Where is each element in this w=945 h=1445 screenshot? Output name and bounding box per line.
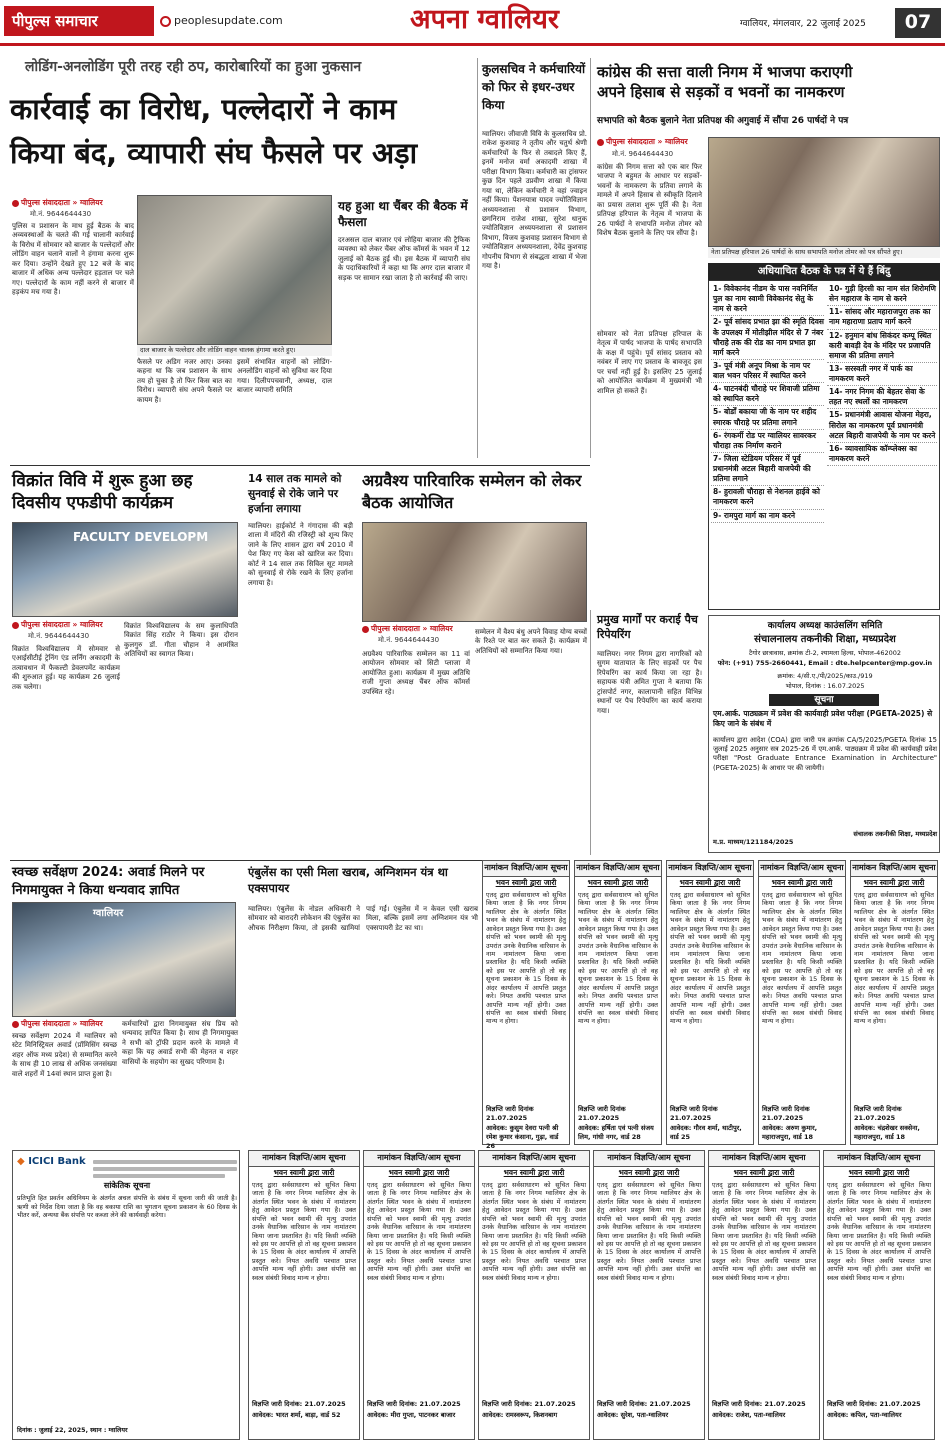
reporter-icon — [362, 626, 369, 633]
naming-headline-line2: अपने हिसाब से सड़कों व भवनों का नामकरण — [597, 83, 845, 102]
swachh-banner: ग्वालियर — [93, 908, 124, 919]
icici-body: प्रतिभूति हित प्रवर्तन अधिनियम के अंतर्गत अचल संपत्ति के संबंध में सूचना जारी की जाती है। ऋणी को निर्देश दिया जाता है कि वह बकाया राशि का भुगतान सूचना प्रकाशन के 60 दिवस के भीतर करें, अन्यथा बैंक संपत्ति पर कब्जा लेने की कार्यवाही करेगा। — [17, 1195, 237, 1219]
naming-points-right — [827, 283, 937, 466]
naming-headline-line1: कांग्रेस की सत्ता वाली निगम में भाजपा कराएगी — [597, 63, 853, 81]
lead-headline — [10, 88, 480, 184]
classified-applicant: आवेदक: गौरव शर्मा, थाटीपुर, वार्ड 25 — [670, 1124, 742, 1142]
classified-subtitle: भवन स्वामी द्वारा जारी — [587, 877, 649, 887]
lead-side-title: यह हुआ था चैंबर की बैठक में फैसला — [338, 199, 468, 230]
classified-notice — [478, 1150, 590, 1440]
classified-body: एतद् द्वारा सर्वसाधारण को सूचित किया जाता है कि नगर निगम ग्वालियर क्षेत्र के अंतर्गत स्थित भवन के संबंध में नामांतरण हेतु आवेदन प्रस्तुत किया गया है। उक्त संपत्ति को भवन स्वामी की मृत्यु उपरांत उनके वैधानिक वारिसान के नाम नामांतरण किया जाना प्रस्तावित है। यदि किसी व्यक्ति को इस पर आपत्ति हो तो वह सूचना प्रकाशन के 15 दिवस के अंदर कार्यालय में आपत्ति प्रस्तुत करे। नियत अवधि पश्चात प्राप्त आपत्ति मान्य नहीं होगी। उक्त संपत्ति का स्वत्व संबंधी विवाद मान्य न होगा। — [252, 1180, 356, 1282]
section-rule — [10, 465, 590, 466]
bank-icon: ◆ — [17, 1156, 25, 1167]
vikrant-mobile: मो.नं. 9644644430 — [28, 632, 90, 640]
classified-subtitle: भवन स्वामी द्वारा जारी — [503, 1167, 565, 1177]
naming-mobile: मो.नं. 9644644430 — [612, 150, 674, 158]
vikrant-body-2: विक्रांत विश्वविद्यालय के सम कुलाधिपति विक्रांत सिंह राठौर ने किया। इस दौरान कुलगुरु डॉ. गीता चौहान ने आमंत्रित अतिथियों का स्वागत किया। — [124, 622, 238, 659]
lead-body: पुलिस व प्रशासन के माथ हुई बैठक के बाद अव्यवस्थाओं के चलते की गई चालानी कार्रवाई के विरोध में सोमवार को बाजार के पल्लेदारों और लोडिंग वाहन चलाने वालों ने हंगामा करना शुरू कर दिया। उन्होंने देखते हुए 12 बजे के बाद बाजार में अधिक अन्य पल्लेदार हड़ताल पर चले गए। पल्लेदारों के काम नहीं करने से बाजार में हड़कंप मच गया है। — [12, 222, 134, 297]
classified-applicant: आवेदक: कुसुम देवरा पत्नी श्री रमेश कुमार कंसाना, गुढ़ा, वार्ड 26 — [486, 1124, 559, 1150]
court-body: ग्वालियर। हाईकोर्ट ने गंगादास की बड़ी शाला में मंदिरों की रजिस्ट्री को शून्य किए जाने के लिए शासन द्वारा वर्ष 2010 में पेश किए गए केस को खारिज कर दिया। कोर्ट ने 14 साल तक सिविल सूट मामले को सुनवाई से रोके रखने के लिए हर्जाना लगाया है। — [248, 522, 353, 587]
naming-point: 16- व्यावसायिक कॉम्प्लेक्स का नामकरण करने — [827, 443, 937, 466]
naming-point: 1- विवेकानंद नीडम के पास नवनिर्मित पुल का नाम स्वामी विवेकानंद सेतु के नाम से करने — [711, 283, 824, 316]
classified-body: एतद् द्वारा सर्वसाधारण को सूचित किया जाता है कि नगर निगम ग्वालियर क्षेत्र के अंतर्गत स्थित भवन के संबंध में नामांतरण हेतु आवेदन प्रस्तुत किया गया है। उक्त संपत्ति को भवन स्वामी की मृत्यु उपरांत उनके वैधानिक वारिसान के नाम नामांतरण किया जाना प्रस्तावित है। यदि किसी व्यक्ति को इस पर आपत्ति हो तो वह सूचना प्रकाशन के 15 दिवस के अंदर कार्यालय में आपत्ति प्रस्तुत करे। नियत अवधि पश्चात प्राप्त आपत्ति मान्य नहीं होगी। उक्त संपत्ति का स्वत्व संबंधी विवाद मान्य न होगा। — [712, 1180, 816, 1282]
reporter-icon — [12, 1021, 19, 1028]
classified-body: एतद् द्वारा सर्वसाधारण को सूचित किया जाता है कि नगर निगम ग्वालियर क्षेत्र के अंतर्गत स्थित भवन के संबंध में नामांतरण हेतु आवेदन प्रस्तुत किया गया है। उक्त संपत्ति को भवन स्वामी की मृत्यु उपरांत उनके वैधानिक वारिसान के नाम नामांतरण किया जाना प्रस्तावित है। यदि किसी व्यक्ति को इस पर आपत्ति हो तो वह सूचना प्रकाशन के 15 दिवस के अंदर कार्यालय में आपत्ति प्रस्तुत करे। नियत अवधि पश्चात प्राप्त आपत्ति मान्य नहीं होगी। उक्त संपत्ति का स्वत्व संबंधी विवाद मान्य न होगा। — [854, 890, 934, 1026]
icici-logo-text: ICICI Bank — [28, 1156, 86, 1167]
reporter-icon — [597, 139, 604, 146]
classified-applicant: आवेदक: चंद्रशेखर सक्सेना, महाराजपुरा, वार्ड 18 — [854, 1124, 920, 1142]
ambulance-body: ग्वालियर। एंबुलेंस के नोडल अधिकारी ने सोमवार को बारादरी लोकेशन की एंबुलेंस का औचक निरीक्षण किया, तो इसकी खामियां पाई गईं। एंबुलेंस में न केवल एसी खराब मिला, बल्कि इसमें लगा अग्निशमन यंत्र भी एक्सपायरी डेट का था। — [248, 905, 478, 932]
classified-notice — [574, 860, 662, 1145]
reporter-icon — [12, 200, 19, 207]
classified-date: विज्ञप्ति जारी दिनांक: 21.07.2025 — [367, 1399, 461, 1408]
council-footer-right: संचालक तकनीकी शिक्षा, मध्यप्रदेश — [853, 830, 937, 838]
council-footer-left: म.प्र. माध्यम/121184/2025 — [713, 838, 794, 846]
swachh-byline: पीपुल्स संवाददाता » ग्वालियर — [12, 1019, 152, 1029]
naming-headline — [597, 62, 937, 103]
agrawal-byline-name: पीपुल्स संवाददाता — [371, 624, 420, 633]
column-divider — [477, 58, 478, 458]
vikrant-byline: पीपुल्स संवाददाता » ग्वालियर — [12, 620, 132, 630]
naming-point: 15- प्रधानमंत्री आवास योजना मेहरा, सिरोल का नामकरण पूर्व प्रधानमंत्री अटल बिहारी वाजपेयी के नाम पर करने — [827, 409, 937, 442]
naming-byline-name: पीपुल्स संवाददाता — [606, 137, 655, 146]
roads-body: ग्वालियर। नगर निगम द्वारा नागरिकों को सुगम यातायात के लिए सड़कों पर पैच रिपेयरिंग का कार्य किया जा रहा है। सहायक यंत्री अमित गुप्ता ने बताया कि ट्रांसपोर्ट नगर, कालापानी सहित विभिन्न स्थानों पर पैच रिपेयरिंग का कार्य कराया गया। — [597, 650, 702, 715]
classified-date: विज्ञप्ति जारी दिनांक: 21.07.2025 — [712, 1399, 806, 1408]
classified-applicant: आवेदक: सुरेश, पता-ग्वालियर — [597, 1410, 669, 1419]
dateline: ग्वालियर, मंगलवार, 22 जुलाई 2025 — [740, 19, 866, 29]
section-rule — [10, 860, 490, 861]
lead-byline-city: ग्वालियर — [80, 198, 103, 207]
naming-point: 12- हनुमान बांध सिकंदर कम्पू स्थित कारी बावड़ी देव के मंदिर पर प्रजापति समाज की प्रतिमा लगाने — [827, 330, 937, 363]
classified-subtitle: भवन स्वामी द्वारा जारी — [679, 877, 741, 887]
naming-point: 5- बोर्डों बकाया जी के नाम पर शहीद स्मारक चौराहे पर प्रतिमा लगाने — [711, 406, 824, 429]
lead-byline-name: पीपुल्स संवाददाता — [21, 198, 70, 207]
column-divider — [590, 610, 591, 855]
classified-title: नामांकन विज्ञप्ति/आम सूचना — [759, 861, 845, 877]
classified-title: नामांकन विज्ञप्ति/आम सूचना — [575, 861, 661, 877]
classified-notice — [758, 860, 846, 1145]
classified-notice — [363, 1150, 475, 1440]
naming-points-box — [708, 280, 940, 610]
naming-points-left — [711, 283, 824, 523]
naming-point: 3- पूर्व मंत्री अनूप मिश्रा के नाम पर बाल भवन परिसर में स्थापित करने — [711, 360, 824, 383]
council-date: भोपाल, दिनांक : 16.07.2025 — [785, 682, 865, 690]
classified-date: विज्ञप्ति जारी दिनांक: 21.07.2025 — [827, 1399, 921, 1408]
lead-mobile: मो.नं. 9644644430 — [30, 210, 92, 218]
classified-subtitle: भवन स्वामी द्वारा जारी — [495, 877, 557, 887]
council-dept: संचालनालय तकनीकी शिक्षा, मध्यप्रदेश — [754, 634, 896, 645]
classified-body: एतद् द्वारा सर्वसाधारण को सूचित किया जाता है कि नगर निगम ग्वालियर क्षेत्र के अंतर्गत स्थित भवन के संबंध में नामांतरण हेतु आवेदन प्रस्तुत किया गया है। उक्त संपत्ति को भवन स्वामी की मृत्यु उपरांत उनके वैधानिक वारिसान के नाम नामांतरण किया जाना प्रस्तावित है। यदि किसी व्यक्ति को इस पर आपत्ति हो तो वह सूचना प्रकाशन के 15 दिवस के अंदर कार्यालय में आपत्ति प्रस्तुत करे। नियत अवधि पश्चात प्राप्त आपत्ति मान्य नहीं होगी। उक्त संपत्ति का स्वत्व संबंधी विवाद मान्य न होगा। — [578, 890, 658, 1026]
classified-subtitle: भवन स्वामी द्वारा जारी — [863, 877, 925, 887]
swachh-byline-city: ग्वालियर — [80, 1019, 103, 1028]
agrawal-headline: अग्रवैश्य पारिवारिक सम्मेलन को लेकर बैठक आयोजित — [362, 471, 582, 512]
classified-applicant: आवेदक: मीरा गुप्ता, पाटनकर बाजार — [367, 1410, 456, 1419]
naming-photo-caption: नेता प्रतिपक्ष हरिपाल 26 पार्षदों के साथ सभापति मनोज तोमर को पत्र सौंपते हुए। — [708, 247, 940, 258]
classified-applicant: आवेदक: अरुण कुमार, महाराजपुरा, वार्ड 18 — [762, 1124, 818, 1142]
classified-subtitle: भवन स्वामी द्वारा जारी — [771, 877, 833, 887]
lead-headline-line1: कार्रवाई का विरोध, पल्लेदारों ने काम — [10, 92, 397, 126]
classified-body: एतद् द्वारा सर्वसाधारण को सूचित किया जाता है कि नगर निगम ग्वालियर क्षेत्र के अंतर्गत स्थित भवन के संबंध में नामांतरण हेतु आवेदन प्रस्तुत किया गया है। उक्त संपत्ति को भवन स्वामी की मृत्यु उपरांत उनके वैधानिक वारिसान के नाम नामांतरण किया जाना प्रस्तावित है। यदि किसी व्यक्ति को इस पर आपत्ति हो तो वह सूचना प्रकाशन के 15 दिवस के अंदर कार्यालय में आपत्ति प्रस्तुत करे। नियत अवधि पश्चात प्राप्त आपत्ति मान्य नहीं होगी। उक्त संपत्ति का स्वत्व संबंधी विवाद मान्य न होगा। — [486, 890, 566, 1026]
classified-title: नामांकन विज्ञप्ति/आम सूचना — [479, 1151, 589, 1167]
council-contact: फोन: (+91) 755-2660441, Email : dte.helpcenter@mp.gov.in — [717, 659, 933, 667]
lead-kicker — [25, 58, 475, 88]
classified-body: एतद् द्वारा सर्वसाधारण को सूचित किया जाता है कि नगर निगम ग्वालियर क्षेत्र के अंतर्गत स्थित भवन के संबंध में नामांतरण हेतु आवेदन प्रस्तुत किया गया है। उक्त संपत्ति को भवन स्वामी की मृत्यु उपरांत उनके वैधानिक वारिसान के नाम नामांतरण किया जाना प्रस्तावित है। यदि किसी व्यक्ति को इस पर आपत्ति हो तो वह सूचना प्रकाशन के 15 दिवस के अंदर कार्यालय में आपत्ति प्रस्तुत करे। नियत अवधि पश्चात प्राप्त आपत्ति मान्य नहीं होगी। उक्त संपत्ति का स्वत्व संबंधी विवाद मान्य न होगा। — [482, 1180, 586, 1282]
agrawal-photo — [362, 522, 587, 622]
classified-body: एतद् द्वारा सर्वसाधारण को सूचित किया जाता है कि नगर निगम ग्वालियर क्षेत्र के अंतर्गत स्थित भवन के संबंध में नामांतरण हेतु आवेदन प्रस्तुत किया गया है। उक्त संपत्ति को भवन स्वामी की मृत्यु उपरांत उनके वैधानिक वारिसान के नाम नामांतरण किया जाना प्रस्तावित है। यदि किसी व्यक्ति को इस पर आपत्ति हो तो वह सूचना प्रकाशन के 15 दिवस के अंदर कार्यालय में आपत्ति प्रस्तुत करे। नियत अवधि पश्चात प्राप्त आपत्ति मान्य नहीं होगी। उक्त संपत्ति का स्वत्व संबंधी विवाद मान्य न होगा। — [670, 890, 750, 1026]
classified-body: एतद् द्वारा सर्वसाधारण को सूचित किया जाता है कि नगर निगम ग्वालियर क्षेत्र के अंतर्गत स्थित भवन के संबंध में नामांतरण हेतु आवेदन प्रस्तुत किया गया है। उक्त संपत्ति को भवन स्वामी की मृत्यु उपरांत उनके वैधानिक वारिसान के नाम नामांतरण किया जाना प्रस्तावित है। यदि किसी व्यक्ति को इस पर आपत्ति हो तो वह सूचना प्रकाशन के 15 दिवस के अंदर कार्यालय में आपत्ति प्रस्तुत करे। नियत अवधि पश्चात प्राप्त आपत्ति मान्य नहीं होगी। उक्त संपत्ति का स्वत्व संबंधी विवाद मान्य न होगा। — [597, 1180, 701, 1282]
naming-point: 10- गुड़ी हिरसी का नाम संत शिरोमणि सेन महाराज के नाम से करने — [827, 283, 937, 306]
swachh-byline-name: पीपुल्स संवाददाता — [21, 1019, 70, 1028]
classified-notice — [850, 860, 938, 1145]
classified-subtitle: भवन स्वामी द्वारा जारी — [848, 1167, 910, 1177]
classified-date: विज्ञप्ति जारी दिनांक: 21.07.2025 — [597, 1399, 691, 1408]
naming-point: 7- जिला स्टेडियम परिसर में पूर्व प्रधानमंत्री अटल बिहारी वाजपेयी की प्रतिमा लगाने — [711, 453, 824, 486]
classified-notice — [666, 860, 754, 1145]
court-headline: 14 साल तक मामले को सुनवाई से रोके जाने पर हर्जाना लगाया — [248, 473, 342, 516]
agrawal-body: अग्रवैश्य पारिवारिक सम्मेलन का 11 वां आयोजन सोमवार को सिटी प्लाजा में आयोजित हुआ। कार्यक्रम में मुख्य अतिथि राजी गुप्ता अध्यक्ष चैंबर ऑफ कॉमर्स उपस्थित रहे। — [362, 650, 470, 696]
naming-subhead: सभापति को बैठक बुलाने नेता प्रतिपक्ष की अगुवाई में सौंपा 26 पार्षदों ने पत्र — [597, 116, 849, 126]
website-link[interactable] — [160, 14, 283, 29]
naming-byline: पीपुल्स संवाददाता » ग्वालियर — [597, 137, 707, 147]
classified-title: नामांकन विज्ञप्ति/आम सूचना — [249, 1151, 359, 1167]
agrawal-mobile: मो.नं. 9644644430 — [378, 636, 440, 644]
classified-applicant: आवेदक: कपिल, पता-ग्वालियर — [827, 1410, 902, 1419]
naming-point: 14- नगर निगम की बेहतर सेवा के तहत नए स्थलों का नामकरण — [827, 386, 937, 409]
page-number: 07 — [895, 8, 941, 38]
classified-title: नामांकन विज्ञप्ति/आम सूचना — [483, 861, 569, 877]
classified-body: एतद् द्वारा सर्वसाधारण को सूचित किया जाता है कि नगर निगम ग्वालियर क्षेत्र के अंतर्गत स्थित भवन के संबंध में नामांतरण हेतु आवेदन प्रस्तुत किया गया है। उक्त संपत्ति को भवन स्वामी की मृत्यु उपरांत उनके वैधानिक वारिसान के नाम नामांतरण किया जाना प्रस्तावित है। यदि किसी व्यक्ति को इस पर आपत्ति हो तो वह सूचना प्रकाशन के 15 दिवस के अंदर कार्यालय में आपत्ति प्रस्तुत करे। नियत अवधि पश्चात प्राप्त आपत्ति मान्य नहीं होगी। उक्त संपत्ति का स्वत्व संबंधी विवाद मान्य न होगा। — [367, 1180, 471, 1282]
lead-body-3: इसमें संभावित वाहनों को लोडिंग-अनलोडिंग वाहनों को सुविधा कर दिया गया। दिलीपपचवानी, अध्यक्ष, दाल बाजार व्यापारी समिति — [237, 358, 332, 395]
icici-notice — [12, 1150, 240, 1440]
roads-headline: प्रमुख मार्गों पर कराई पैच रिपेयरिंग — [597, 613, 698, 642]
lead-headline-line2: किया बंद, व्यापारी संघ फैसले पर अड़ा — [10, 135, 418, 170]
classified-title: नामांकन विज्ञप्ति/आम सूचना — [851, 861, 937, 877]
lead-photo-caption: दाल बाजार के पल्लेदार और लोडिंग वाहन चालक हंगामा करते हुए। — [137, 345, 332, 356]
classified-applicant: आवेदक: राजेश, पता-ग्वालियर — [712, 1410, 786, 1419]
vikrant-body: विक्रांत विश्वविद्यालय में सोमवार से एआईसीटीई ट्रेनिंग एंड लर्निंग अकादमी के तत्वावधान में फैकल्टी डेवलपमेंट कार्यक्रम की शुरुआत हुई। यह कार्यक्रम 26 जुलाई तक चलेगा। — [12, 645, 120, 691]
council-notice — [708, 615, 940, 853]
swachh-body-2: कर्मचारियों द्वारा निगमायुक्त संघ प्रिय को धन्यवाद ज्ञापित किया है। साथ ही निगमायुक्त ने सभी को ट्रॉफी प्रदान करने के मामले में कहा कि यह अवार्ड सभी की मेहनत व शहर वासियों के सहयोग का सुखद परिणाम है। — [122, 1020, 238, 1066]
vikrant-banner: FACULTY DEVELOPM — [73, 530, 209, 544]
column-divider — [590, 58, 591, 458]
agrawal-body-2: सम्मेलन में वैश्य बंधु अपने विवाह योग्य बच्चों के रिश्ते पर बात कर सकते हैं। कार्यक्रम में अतिथियों को सम्मानित किया गया। — [475, 628, 587, 655]
classified-body: एतद् द्वारा सर्वसाधारण को सूचित किया जाता है कि नगर निगम ग्वालियर क्षेत्र के अंतर्गत स्थित भवन के संबंध में नामांतरण हेतु आवेदन प्रस्तुत किया गया है। उक्त संपत्ति को भवन स्वामी की मृत्यु उपरांत उनके वैधानिक वारिसान के नाम नामांतरण किया जाना प्रस्तावित है। यदि किसी व्यक्ति को इस पर आपत्ति हो तो वह सूचना प्रकाशन के 15 दिवस के अंदर कार्यालय में आपत्ति प्रस्तुत करे। नियत अवधि पश्चात प्राप्त आपत्ति मान्य नहीं होगी। उक्त संपत्ति का स्वत्व संबंधी विवाद मान्य न होगा। — [827, 1180, 931, 1282]
icici-footer: दिनांक : जुलाई 22, 2025, स्थान : ग्वालियर — [17, 1427, 128, 1434]
naming-point: 4- घाटनबंदी चौराहे पर शिवाजी प्रतिमा को स्थापित करने — [711, 383, 824, 406]
swachh-headline: स्वच्छ सर्वेक्षण 2024: अवार्ड मिलने पर निगमायुक्त ने किया धन्यवाद ज्ञापित — [12, 865, 205, 898]
classified-date: विज्ञप्ति जारी दिनांक 21.07.2025 — [486, 1104, 534, 1122]
naming-point: 2- पूर्व सांसद प्रभात झा की स्मृति दिवस के उपलक्ष्य में मोतीझील मंदिर से 7 नंबर चौराहे तक की रोड का नाम प्रभात झा मार्ग करने — [711, 316, 824, 360]
classified-applicant: आवेदक: भारत शर्मा, बाड़ा, वार्ड 52 — [252, 1410, 341, 1419]
swachh-photo — [12, 902, 236, 1017]
classified-date: विज्ञप्ति जारी दिनांक 21.07.2025 — [762, 1104, 810, 1122]
lead-byline: पीपुल्स संवाददाता » ग्वालियर — [12, 198, 142, 208]
classified-subtitle: भवन स्वामी द्वारा जारी — [388, 1167, 450, 1177]
council-address: टैगोर छात्रावास, क्रमांक टी-2, श्यामला हिल्स, भोपाल-462002 — [749, 649, 901, 657]
classified-applicant: आवेदक: रामस्वरूप, किशनबाग — [482, 1410, 558, 1419]
icici-title: सांकेतिक सूचना — [103, 1181, 151, 1190]
naming-body-2: सोमवार को नेता प्रतिपक्ष हरिपाल के नेतृत्व में पार्षद भाजपा के पार्षद सभापति के कक्ष में पहुंचे। पूर्व सांसद प्रस्ताव को नवंबर में लाए गए प्रस्ताव के बावजूद इस पर चर्चा नहीं हुई है। इसलिए 25 जुलाई को आयोजित कार्यक्रम में मुख्यमंत्री भी शामिल हो सकते हैं। — [597, 330, 702, 395]
vikrant-byline-name: पीपुल्स संवाददाता — [21, 620, 70, 629]
classified-date: विज्ञप्ति जारी दिनांक: 21.07.2025 — [252, 1399, 346, 1408]
lead-body-2: फैसले पर अडिग नजर आए। उनका कहना था कि जब प्रशासन के साथ तय हो चुका है तो फिर किस बात का विरोध। व्यापारी संघ अपने फैसले पर कायम है। — [137, 358, 232, 404]
naming-point: 6- रंगकर्मी रोड पर ग्वालियर सावरकर चौराहा तक निर्माण कराने — [711, 430, 824, 453]
classified-notice — [248, 1150, 360, 1440]
council-body: कार्यालय द्वारा आदेश (COA) द्वारा जारी पत्र क्रमांक CA/5/2025/PGETA दिनांक 15 जुलाई 2025 अनुसार सत्र 2025-26 में एम.आर्क. पाठ्यक्रम में प्रवेश की कार्यवाही प्रवेश परीक्षा "Post Graduate Entrance Examination in Architecture" (PGETA-2025) के आधार पर की जायेगी। — [713, 736, 937, 772]
newspaper-logo[interactable]: पीपुल्स समाचार — [4, 6, 154, 36]
naming-points-title: अधियाचित बैठक के पत्र में ये हैं बिंदु — [708, 263, 940, 281]
classified-body: एतद् द्वारा सर्वसाधारण को सूचित किया जाता है कि नगर निगम ग्वालियर क्षेत्र के अंतर्गत स्थित भवन के संबंध में नामांतरण हेतु आवेदन प्रस्तुत किया गया है। उक्त संपत्ति को भवन स्वामी की मृत्यु उपरांत उनके वैधानिक वारिसान के नाम नामांतरण किया जाना प्रस्तावित है। यदि किसी व्यक्ति को इस पर आपत्ति हो तो वह सूचना प्रकाशन के 15 दिवस के अंदर कार्यालय में आपत्ति प्रस्तुत करे। नियत अवधि पश्चात प्राप्त आपत्ति मान्य नहीं होगी। उक्त संपत्ति का स्वत्व संबंधी विवाद मान्य न होगा। — [762, 890, 842, 1026]
classified-date: विज्ञप्ति जारी दिनांक 21.07.2025 — [670, 1104, 718, 1122]
classified-subtitle: भवन स्वामी द्वारा जारी — [273, 1167, 335, 1177]
ambulance-headline: एंबुलेंस का एसी मिला खराब, अग्निशमन यंत्र था एक्सपायर — [248, 865, 448, 896]
naming-point: 11- सांसद और महाराजपुरा तक का नाम महाराणा प्रताप मार्ग करने — [827, 306, 937, 329]
icici-header-filler — [93, 1157, 237, 1181]
naming-body: कांग्रेस की निगम सत्ता को एक बार फिर भाजपा ने बहुमत के आधार पर सड़कों-भवनों के नामकरण के प्रतिवा लगाने के मामले में अपने हिसाब से स्वीकृति दिलाने का प्रयास तलाश शुरू पूर्ति की है। नेता प्रतिपक्ष हरिपाल के नेतृत्व में भाजपा के 26 पार्षदों ने सभापति मनोज तोमर को विशेष बैठक बुलाने के लिए पत्र सौंपा है। — [597, 163, 702, 238]
registrar-body: ग्वालियर। जीवाजी विवि के कुलसचिव प्रो. राकेश कुशवाह ने तृतीय और चतुर्थ श्रेणी कर्मचारियों के फिर से तबादले किए हैं, इनमें मनोज वर्मा अकादमी शाखा में परीक्षा विभाग किया। कर्मचारी का ट्रांसफर कुछ दिन पहले उप्रवीण शाखा में किया गया था, लेकिन कर्मचारी ने वहां ज्वाइन नहीं किया। पेंशनयात्रा यादव ज्योतिविज्ञान अध्ययनशाला से प्रशासन विभाग, छगनिराम राजेश शाखा, सुरेश धानुक ज्योतिविज्ञान अध्ययनशाला से प्रशासन विभाग, विजय कुशवाह प्रशासन विभाग से ज्योतिविज्ञान अध्ययनशाला, देवेंद्र कुशवाह गोपनीय विभाग से संबद्धता शाखा में भेजा गया है। — [482, 130, 587, 271]
classified-applicant: आवेदक: हर्षिता एवं पत्नी संजय लिम, गांधी नगर, वार्ड 28 — [578, 1124, 654, 1142]
classified-notice — [823, 1150, 935, 1440]
naming-photo — [708, 137, 940, 247]
icici-logo — [17, 1155, 87, 1169]
classified-title: नामांकन विज्ञप्ति/आम सूचना — [594, 1151, 704, 1167]
agrawal-byline: पीपुल्स संवाददाता » ग्वालियर — [362, 624, 482, 634]
lead-kicker-text: लोडिंग-अनलोडिंग पूरी तरह रही ठप, कारोबारियों का हुआ नुकसान — [25, 59, 362, 75]
agrawal-byline-city: ग्वालियर — [430, 624, 453, 633]
swachh-body: स्वच्छ सर्वेक्षण 2024 में ग्वालियर को स्टेट मिनिस्ट्रियल अवार्ड (प्रॉमिसिंग स्वच्छ शहर ऑफ मध्य प्रदेश) से सम्मानित करने के साथ ही 10 लाख से अधिक जनसंख्या वाले शहरों में 14वां स्थान प्राप्त हुआ है। — [12, 1032, 117, 1078]
classified-notice — [708, 1150, 820, 1440]
vikrant-photo — [12, 522, 238, 617]
reporter-icon — [12, 622, 19, 629]
classified-title: नामांकन विज्ञप्ति/आम सूचना — [824, 1151, 934, 1167]
classified-notice — [593, 1150, 705, 1440]
masthead — [0, 0, 945, 46]
naming-point: 8- हुरावली चौराहा से नेशनल हाईवे को नामकरण करने — [711, 486, 824, 509]
council-office: कार्यालय अध्यक्ष काउंसलिंग समिति — [767, 621, 883, 631]
council-ref: क्रमांक: 4/सी.ए./पी/2025/काउ./919 — [777, 672, 873, 680]
registrar-headline: कुलसचिव ने कर्मचारियों को फिर से इधर-उधर किया — [482, 62, 586, 112]
globe-icon — [160, 16, 171, 27]
council-subject: एम.आर्क. पाठ्यक्रम में प्रवेश की कार्यवाही प्रवेश परीक्षा (PGETA-2025) से किए जाने के संबंध में — [713, 709, 933, 729]
classified-date: विज्ञप्ति जारी दिनांक 21.07.2025 — [578, 1104, 626, 1122]
classified-subtitle: भवन स्वामी द्वारा जारी — [618, 1167, 680, 1177]
section-title: अपना ग्वालियर — [410, 4, 559, 35]
vikrant-byline-city: ग्वालियर — [80, 620, 103, 629]
classified-notice — [482, 860, 570, 1150]
lead-side-body: दरअसल दाल बाजार एवं लोहिया बाजार की ट्रैफिक व्यवस्था को लेकर चैंबर ऑफ कॉमर्स के भवन में 12 जुलाई को बैठक हुई थी। इस बैठक में व्यापारी संघ के पदाधिकारियों ने कहा था कि अगर दाल बाजार में सड़क पर सामान रखा जाता है तो कार्रवाई की जाए। — [338, 236, 470, 282]
naming-byline-city: ग्वालियर — [665, 137, 688, 146]
classified-date: विज्ञप्ति जारी दिनांक: 21.07.2025 — [482, 1399, 576, 1408]
vikrant-headline: विक्रांत विवि में शुरू हुआ छह दिवसीय एफडीपी कार्यक्रम — [12, 471, 193, 514]
classified-title: नामांकन विज्ञप्ति/आम सूचना — [709, 1151, 819, 1167]
naming-point: 9- रामपुरा मार्ग का नाम करने — [711, 510, 824, 523]
naming-point: 13- सरस्वती नगर में पार्क का नामकरण करने — [827, 363, 937, 386]
council-notice-title: सूचना — [769, 694, 879, 706]
website-label: peoplesupdate.com — [174, 14, 283, 27]
lead-photo — [137, 195, 332, 345]
classified-subtitle: भवन स्वामी द्वारा जारी — [733, 1167, 795, 1177]
classified-title: नामांकन विज्ञप्ति/आम सूचना — [667, 861, 753, 877]
classified-title: नामांकन विज्ञप्ति/आम सूचना — [364, 1151, 474, 1167]
classified-date: विज्ञप्ति जारी दिनांक 21.07.2025 — [854, 1104, 902, 1122]
